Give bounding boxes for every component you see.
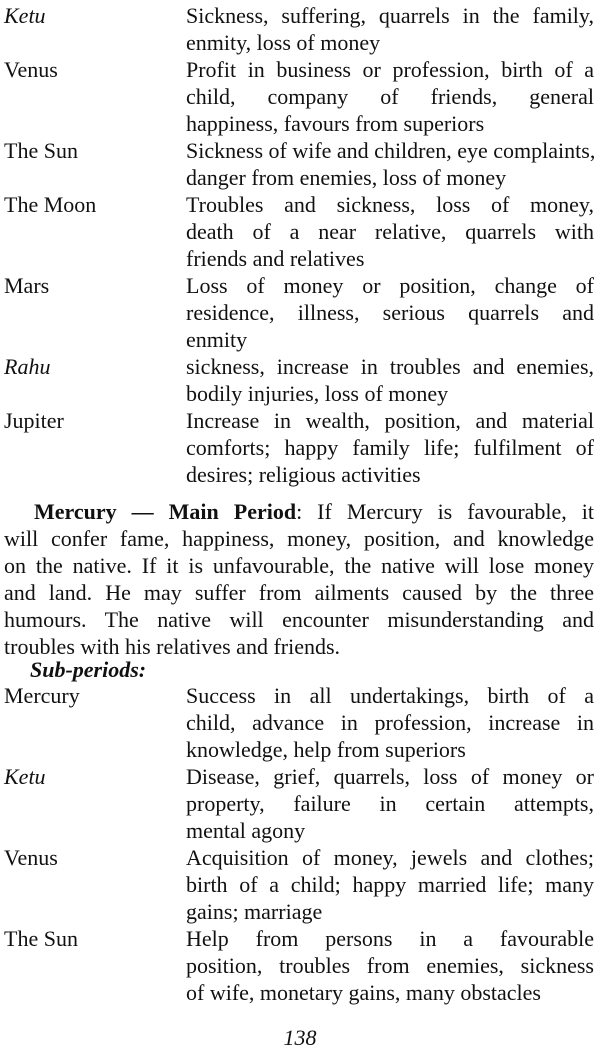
table-row bbox=[4, 925, 594, 1006]
effect-line: knowledge, help from superiors bbox=[186, 737, 466, 762]
paragraph-line: on the native. If it is unfavourable, the native will lose money bbox=[4, 553, 594, 578]
effect-line: residence, illness, serious quarrels and bbox=[186, 300, 594, 325]
table-row bbox=[4, 272, 594, 353]
table-row bbox=[4, 682, 594, 763]
planet-effect bbox=[186, 682, 594, 763]
planet-name: Ketu bbox=[4, 3, 46, 28]
effect-line: mental agony bbox=[186, 818, 306, 843]
effect-line: gains; marriage bbox=[186, 899, 323, 924]
planet-effect bbox=[186, 353, 594, 407]
table-row bbox=[4, 191, 594, 272]
planet-effect bbox=[186, 137, 594, 191]
planet-effect bbox=[186, 925, 594, 1006]
table-row bbox=[4, 763, 594, 844]
table-row bbox=[4, 56, 594, 137]
planet-name: The Sun bbox=[4, 138, 78, 163]
planet-name: Mercury bbox=[4, 683, 80, 708]
effect-line: bodily injuries, loss of money bbox=[186, 381, 449, 406]
planet-effect bbox=[186, 844, 594, 925]
planet-name: Ketu bbox=[4, 764, 46, 789]
paragraph-line: and land. He may suffer from ailments caused by the three bbox=[4, 580, 594, 605]
planet-name: The Sun bbox=[4, 926, 78, 951]
table-row bbox=[4, 407, 594, 488]
table-row bbox=[4, 2, 594, 56]
effect-line: Loss of money or position, change of bbox=[186, 273, 594, 298]
paragraph-line bbox=[4, 498, 594, 525]
planet-effect bbox=[186, 272, 594, 353]
table-row bbox=[4, 844, 594, 925]
effect-line: Success in all undertakings, birth of a bbox=[186, 683, 594, 708]
planet-name: Mars bbox=[4, 273, 50, 298]
planet-effect bbox=[186, 56, 594, 137]
planet-effect bbox=[186, 2, 594, 56]
mercury-main-period-paragraph bbox=[4, 498, 594, 660]
effect-line: Sickness of wife and children, eye complaints, bbox=[186, 138, 596, 163]
sub-period-table-bottom bbox=[4, 682, 594, 1006]
planet-effect bbox=[186, 191, 594, 272]
planet-effect bbox=[186, 763, 594, 844]
effect-line: child, company of friends, general bbox=[186, 84, 594, 109]
effect-line: desires; religious activities bbox=[186, 462, 421, 487]
effect-line: Profit in business or profession, birth of a bbox=[186, 57, 594, 82]
table-row bbox=[4, 137, 594, 191]
paragraph-line: will confer fame, happiness, money, position, and knowledge bbox=[4, 526, 594, 551]
effect-line: death of a near relative, quarrels with bbox=[186, 219, 594, 244]
effect-line: happiness, favours from superiors bbox=[186, 111, 485, 136]
effect-line: child, advance in profession, increase in bbox=[186, 710, 594, 735]
effect-line: of wife, monetary gains, many obstacles bbox=[186, 980, 541, 1005]
planet-name: Venus bbox=[4, 845, 58, 870]
effect-line: birth of a child; happy married life; many bbox=[186, 872, 594, 897]
effect-line: Disease, grief, quarrels, loss of money or bbox=[186, 764, 594, 789]
planet-name: The Moon bbox=[4, 192, 97, 217]
sub-period-table-top bbox=[4, 2, 594, 488]
section-heading: Mercury — Main Period bbox=[34, 499, 297, 524]
effect-line: position, troubles from enemies, sickness bbox=[186, 953, 594, 978]
planet-effect bbox=[186, 407, 594, 488]
effect-line: Increase in wealth, position, and material bbox=[186, 408, 594, 433]
effect-line: comforts; happy family life; fulfilment of bbox=[186, 435, 594, 460]
planet-name: Jupiter bbox=[4, 408, 64, 433]
effect-line: Help from persons in a favourable bbox=[186, 926, 594, 951]
effect-line: danger from enemies, loss of money bbox=[186, 165, 507, 190]
table-row bbox=[4, 353, 594, 407]
effect-line: sickness, increase in troubles and enemies, bbox=[186, 354, 594, 379]
planet-name: Venus bbox=[4, 57, 58, 82]
paragraph-line: humours. The native will encounter misunderstanding and bbox=[4, 607, 594, 632]
effect-line: Troubles and sickness, loss of money, bbox=[186, 192, 594, 217]
sub-periods-label: Sub-periods: bbox=[30, 657, 147, 682]
effect-line: property, failure in certain attempts, bbox=[186, 791, 594, 816]
paragraph-text: : If Mercury is favourable, it bbox=[296, 499, 595, 524]
page-number: 138 bbox=[283, 1025, 317, 1050]
effect-line: friends and relatives bbox=[186, 246, 365, 271]
paragraph-line: troubles with his relatives and friends. bbox=[4, 634, 341, 659]
effect-line: enmity bbox=[186, 327, 248, 352]
effect-line: enmity, loss of money bbox=[186, 30, 381, 55]
planet-name: Rahu bbox=[4, 354, 51, 379]
effect-line: Acquisition of money, jewels and clothes; bbox=[186, 845, 594, 870]
effect-line: Sickness, suffering, quarrels in the family, bbox=[186, 3, 594, 28]
